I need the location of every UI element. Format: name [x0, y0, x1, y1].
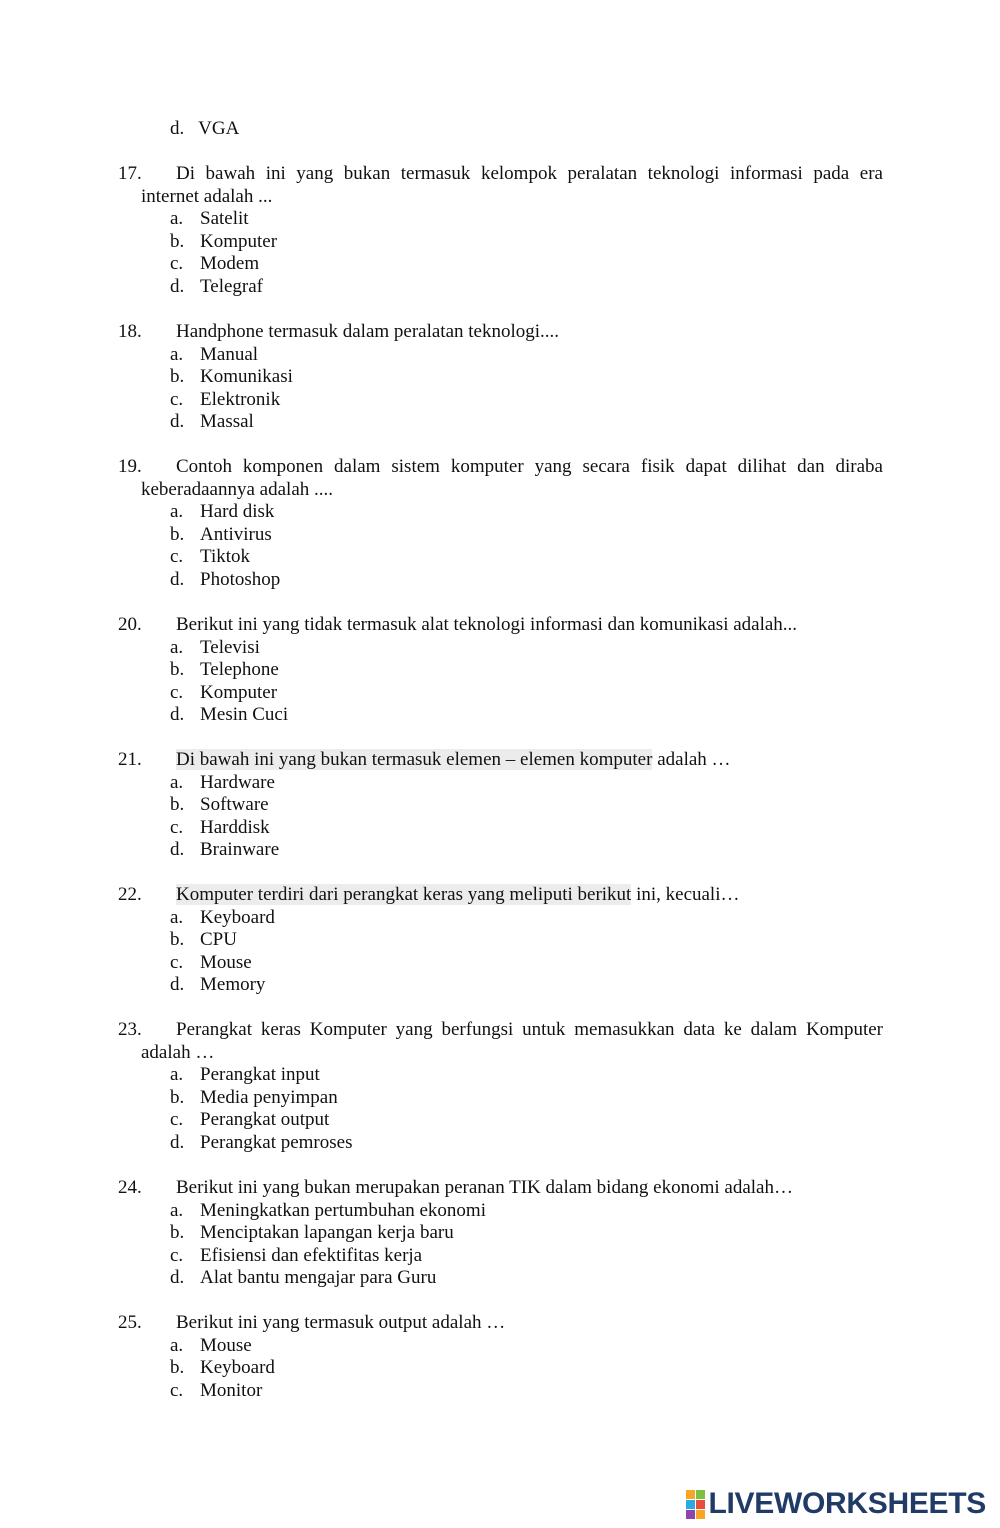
- answer-options: [118, 344, 883, 434]
- question-text-continued: keberadaannya adalah ....: [141, 478, 334, 500]
- option-letter: d.: [170, 118, 185, 139]
- question-25: [118, 1312, 883, 1402]
- answer-option[interactable]: b. Antivirus: [170, 523, 272, 545]
- answer-option[interactable]: a. Keyboard: [170, 906, 275, 928]
- answer-option[interactable]: b. Komputer: [170, 230, 278, 252]
- logo-cell: [686, 1490, 695, 1499]
- answer-option[interactable]: a. Perangkat input: [170, 1064, 320, 1085]
- question-number: 25.: [118, 1312, 142, 1333]
- highlighted-question-text: Komputer terdiri dari perangkat keras yang meliputi berikut: [176, 884, 632, 905]
- answer-option[interactable]: b. Media penyimpan: [170, 1086, 338, 1108]
- answer-option[interactable]: a. Mouse: [170, 1334, 252, 1356]
- answer-options: [118, 1064, 883, 1154]
- highlighted-question-text: Di bawah ini yang bukan termasuk elemen – elemen komputer: [176, 749, 653, 770]
- question-number: 18.: [118, 321, 142, 342]
- question-22: [118, 884, 883, 997]
- answer-options: [118, 501, 883, 591]
- question-number: 17.: [118, 163, 142, 184]
- question-text: Handphone termasuk dalam peralatan teknologi....: [176, 321, 560, 342]
- answer-option[interactable]: d. Mesin Cuci: [170, 704, 289, 725]
- answer-option[interactable]: d. Massal: [170, 411, 254, 432]
- answer-options: [118, 772, 883, 862]
- question-text-continued: adalah …: [141, 1041, 215, 1063]
- question-number: 23.: [118, 1019, 142, 1040]
- answer-option[interactable]: a. Televisi: [170, 636, 260, 658]
- question-text-continued: internet adalah ...: [141, 185, 273, 207]
- answer-option[interactable]: d. Telegraf: [170, 275, 264, 297]
- answer-option[interactable]: c. Elektronik: [170, 388, 281, 410]
- answer-option[interactable]: c. Monitor: [170, 1379, 263, 1401]
- question-17: [118, 163, 883, 298]
- answer-option[interactable]: b. Keyboard: [170, 1357, 275, 1378]
- answer-option[interactable]: d. Memory: [170, 974, 266, 995]
- question-23: [118, 1019, 883, 1154]
- question-21: [118, 749, 883, 862]
- answer-option[interactable]: c. Efisiensi dan efektifitas kerja: [170, 1244, 423, 1266]
- answer-options: [118, 907, 883, 997]
- liveworksheets-logo[interactable]: [686, 1488, 987, 1520]
- answer-option[interactable]: c. Modem: [170, 253, 260, 274]
- logo-cell: [696, 1510, 705, 1519]
- question-text: Perangkat keras Komputer yang berfungsi untuk memasukkan data ke dalam Komputer: [176, 1019, 883, 1040]
- question-text: ini, kecuali…: [631, 884, 740, 905]
- answer-option[interactable]: b. Menciptakan lapangan kerja baru: [170, 1222, 454, 1243]
- answer-option[interactable]: c. Harddisk: [170, 816, 270, 838]
- answer-option[interactable]: a. Satelit: [170, 208, 249, 229]
- answer-option[interactable]: b. Software: [170, 794, 269, 815]
- question-number: 21.: [118, 749, 142, 770]
- answer-options: [118, 1335, 883, 1403]
- question-text: Berikut ini yang bukan merupakan peranan TIK dalam bidang ekonomi adalah…: [176, 1177, 793, 1198]
- question-number: 20.: [118, 614, 142, 635]
- question-20: [118, 614, 883, 727]
- answer-options: [118, 208, 883, 298]
- logo-cell: [696, 1500, 705, 1509]
- answer-option[interactable]: a. Hardware: [170, 771, 275, 793]
- question-text: Di bawah ini yang bukan termasuk kelompok peralatan teknologi informasi pada era: [176, 163, 883, 184]
- question-text: Berikut ini yang termasuk output adalah …: [176, 1312, 506, 1333]
- question-text: Contoh komponen dalam sistem komputer yang secara fisik dapat dilihat dan diraba: [176, 456, 883, 477]
- answer-option[interactable]: b. Komunikasi: [170, 366, 293, 387]
- answer-option[interactable]: d. Brainware: [170, 839, 280, 860]
- question-text: adalah …: [652, 749, 731, 770]
- liveworksheets-grid-icon: [686, 1490, 705, 1519]
- option-text: VGA: [198, 118, 240, 139]
- previous-question-option-d: [170, 117, 239, 141]
- answer-option[interactable]: a. Hard disk: [170, 501, 275, 522]
- logo-cell: [686, 1510, 695, 1519]
- answer-options: [118, 637, 883, 727]
- logo-text: LIVEWORKSHEETS: [708, 1487, 986, 1520]
- logo-cell: [696, 1490, 705, 1499]
- answer-option[interactable]: c. Mouse: [170, 951, 252, 973]
- answer-option[interactable]: a. Meningkatkan pertumbuhan ekonomi: [170, 1199, 486, 1221]
- question-text: Berikut ini yang tidak termasuk alat teknologi informasi dan komunikasi adalah...: [176, 614, 798, 635]
- answer-option[interactable]: c. Perangkat output: [170, 1109, 330, 1130]
- question-number: 24.: [118, 1177, 142, 1198]
- answer-option[interactable]: d. Perangkat pemroses: [170, 1131, 353, 1153]
- answer-options: [118, 1200, 883, 1290]
- answer-option[interactable]: d. Photoshop: [170, 568, 281, 590]
- answer-option[interactable]: b. Telephone: [170, 659, 279, 680]
- question-18: [118, 321, 883, 434]
- question-number: 22.: [118, 884, 142, 905]
- question-19: [118, 456, 883, 591]
- question-24: [118, 1177, 883, 1290]
- answer-option[interactable]: c. Tiktok: [170, 546, 250, 567]
- logo-cell: [686, 1500, 695, 1509]
- answer-option[interactable]: d. Alat bantu mengajar para Guru: [170, 1267, 437, 1288]
- answer-option[interactable]: a. Manual: [170, 343, 259, 365]
- answer-option[interactable]: c. Komputer: [170, 681, 278, 703]
- question-number: 19.: [118, 456, 142, 477]
- answer-option[interactable]: b. CPU: [170, 929, 237, 950]
